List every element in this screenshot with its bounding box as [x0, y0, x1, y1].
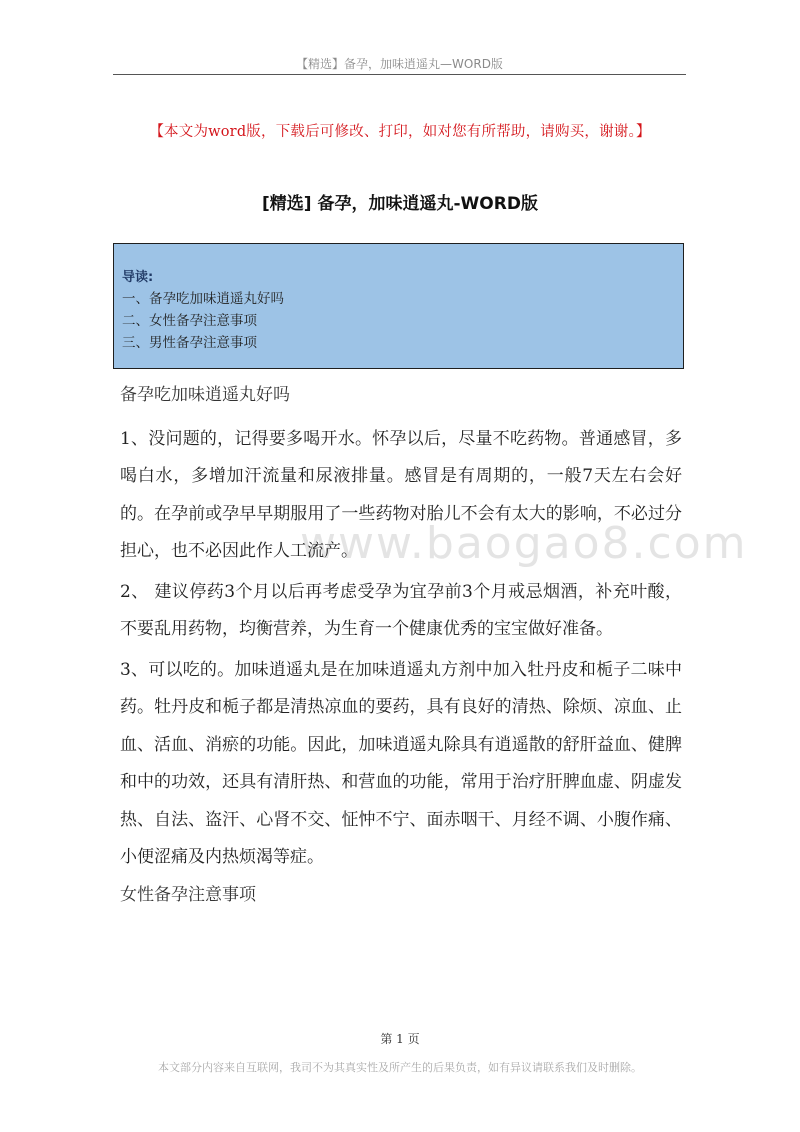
guide-item: 三、男性备孕注意事项: [122, 335, 257, 351]
running-header: 【精选】备孕，加味逍遥丸—WORD版: [296, 57, 503, 71]
page-number: 第 1 页: [380, 1032, 420, 1046]
guide-item: 一、备孕吃加味逍遥丸好吗: [122, 291, 284, 307]
guide-item: 二、女性备孕注意事项: [122, 313, 257, 329]
paragraph: 2、 建议停药3个月以后再考虑受孕为宜孕前3个月戒忌烟酒，补充叶酸，不要乱用药物，均衡营养，为生育一个健康优秀的宝宝做好准备。: [120, 581, 682, 639]
guide-box: [113, 243, 684, 369]
footer-disclaimer: 本文部分内容来自互联网，我司不为其真实性及所产生的后果负责，如有异议请联系我们及时删除。: [158, 1061, 642, 1074]
guide-label: 导读:: [122, 270, 154, 285]
document-title: [精选] 备孕，加味逍遥丸-WORD版: [262, 194, 538, 214]
section-heading: 女性备孕注意事项: [120, 884, 256, 905]
paragraph: 3、可以吃的。加味逍遥丸是在加味逍遥丸方剂中加入牡丹皮和栀子二味中药。牡丹皮和栀子都是清热凉血的要药，具有良好的清热、除烦、凉血、止血、活血、消瘀的功能。因此，加味逍遥丸除具有逍遥散的舒肝益血、健脾和中的功效，还具有清肝热、和营血的功能，常用于治疗肝脾血虚、阴虚发热、自法、盗汗、心肾不交、怔忡不宁、面赤咽干、月经不调、小腹作痛、小便涩痛及内热烦渴等症。: [120, 659, 682, 867]
header-divider: [113, 74, 686, 75]
download-notice: 【本文为word版，下载后可修改、打印，如对您有所帮助，请购买，谢谢。】: [149, 124, 651, 140]
watermark: www.baogao8.com: [300, 518, 748, 569]
paragraph: 1、没问题的，记得要多喝开水。怀孕以后，尽量不吃药物。普通感冒，多喝白水，多增加汗流量和尿液排量。感冒是有周期的，一般7天左右会好的。在孕前或孕早早期服用了一些药物对胎儿不会有太大的影响，不必过分担心，也不必因此作人工流产。: [120, 428, 682, 561]
section-heading: 备孕吃加味逍遥丸好吗: [120, 385, 290, 405]
article-body: [120, 377, 748, 914]
